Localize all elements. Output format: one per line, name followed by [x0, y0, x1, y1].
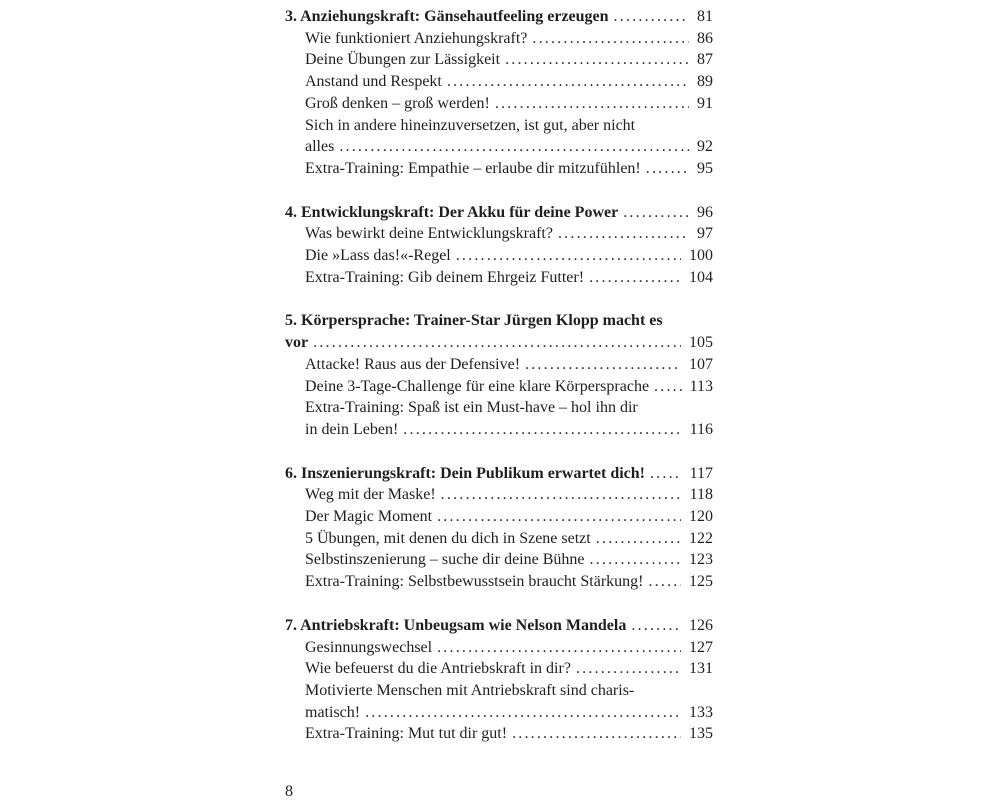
toc-sub-entry: [285, 484, 713, 506]
toc-entry-title: Anstand und Respekt: [305, 73, 442, 91]
toc-entry-row: [305, 158, 713, 180]
toc-entry-row: [305, 245, 713, 267]
toc-sub-entry: [285, 49, 713, 71]
toc-chapter-entry: [285, 310, 713, 353]
toc-entry-title: Extra-Training: Mut tut dir gut!: [305, 725, 508, 743]
toc-sub-entry: [285, 267, 713, 289]
dot-leader: [631, 615, 681, 637]
toc-chapter-entry: [285, 6, 713, 28]
toc-entry-title: 5 Übungen, mit denen du dich in Szene setzt: [305, 529, 591, 547]
toc-entry-row: [305, 28, 713, 50]
dot-leader: [614, 6, 689, 28]
toc-entry-page-number: 86: [697, 29, 713, 47]
toc-sub-entry: [285, 723, 713, 745]
toc-entry-row: [285, 202, 713, 224]
dot-leader: [596, 528, 681, 550]
dot-leader: [646, 158, 689, 180]
toc-entry-title: 3. Anziehungskraft: Gänsehautfeeling erzeugen: [285, 8, 609, 25]
toc-entry-page-number: 81: [697, 8, 713, 25]
toc-entry-row: [305, 267, 713, 289]
toc-entry-title: Die »Lass das!«-Regel: [305, 247, 451, 265]
toc-entry-page-number: 116: [689, 420, 713, 438]
toc-entry-page-number: 92: [697, 138, 713, 156]
toc-entry-page-number: 131: [689, 660, 713, 678]
toc-entry-row: [305, 506, 713, 528]
toc-section: [285, 310, 713, 440]
toc-entry-title: Selbstinszenierung – suche dir deine Bühne: [305, 551, 585, 569]
toc-entry-page-number: 135: [689, 725, 713, 743]
toc-entry-title: 6. Inszenierungskraft: Dein Publikum erwartet dich!: [285, 464, 645, 482]
toc-sub-entry: [285, 93, 713, 115]
toc-entry-page-number: 120: [689, 508, 713, 526]
dot-leader: [576, 658, 681, 680]
toc-sub-entry: [285, 376, 713, 398]
toc-entry-page-number: 127: [689, 638, 713, 656]
toc-entry-title: vor: [285, 334, 309, 352]
dot-leader: [654, 376, 682, 398]
toc-sub-entry: [285, 28, 713, 50]
toc-entry-title-line: Motivierte Menschen mit Antriebskraft sind charis-: [305, 681, 635, 699]
toc-entry-row: [305, 723, 713, 745]
toc-sub-entry: [285, 245, 713, 267]
toc-sub-entry: [285, 506, 713, 528]
toc-entry-title: Extra-Training: Gib deinem Ehrgeiz Futter!: [305, 268, 585, 286]
dot-leader: [437, 637, 681, 659]
toc-entry-page-number: 104: [689, 268, 713, 286]
toc-sub-entry: [285, 549, 713, 571]
toc-sub-entry: [285, 528, 713, 550]
toc-entry-page-number: 126: [689, 616, 713, 634]
dot-leader: [456, 245, 681, 267]
dot-leader: [623, 202, 689, 224]
dot-leader: [650, 463, 682, 485]
toc-entry-row: [305, 49, 713, 71]
toc-sub-entry: [285, 158, 713, 180]
toc-entry-row: [285, 463, 713, 485]
toc-entry-page-number: 91: [697, 94, 713, 112]
toc-entry-page-number: 95: [697, 159, 713, 177]
toc-entry-title: Weg mit der Maske!: [305, 486, 436, 504]
toc-entry-title: Was bewirkt deine Entwicklungskraft?: [305, 225, 553, 243]
toc-section: [285, 6, 713, 180]
toc-entry-title: Extra-Training: Selbstbewusstsein braucht Stärkung!: [305, 573, 644, 591]
toc-entry-title: Wie befeuerst du die Antriebskraft in dir?: [305, 660, 571, 678]
toc-sub-entry: [285, 571, 713, 593]
toc-entry-row: [305, 419, 713, 441]
toc-entry-page-number: 123: [689, 551, 713, 569]
toc-entry-row: [305, 223, 713, 245]
toc-chapter-entry: [285, 202, 713, 224]
toc-entry-page-number: 113: [689, 377, 713, 395]
table-of-contents: [285, 6, 713, 745]
toc-entry-title: Extra-Training: Empathie – erlaube dir mitzufühlen!: [305, 159, 641, 177]
toc-entry-page-number: 87: [697, 51, 713, 69]
toc-entry-page-number: 107: [689, 355, 713, 373]
toc-sub-entry: [285, 680, 713, 723]
toc-entry-row: [305, 549, 713, 571]
toc-entry-title: Gesinnungswechsel: [305, 638, 433, 656]
toc-entry-row: [305, 528, 713, 550]
toc-entry-title: 7. Antriebskraft: Unbeugsam wie Nelson Mandela: [285, 616, 627, 634]
toc-entry-title-line: 5. Körpersprache: Trainer-Star Jürgen Klopp macht es: [285, 312, 663, 330]
toc-entry-page-number: 89: [697, 73, 713, 91]
toc-entry-row: [305, 658, 713, 680]
toc-entry-page-number: 97: [697, 225, 713, 243]
dot-leader: [441, 484, 682, 506]
toc-section: [285, 463, 713, 593]
toc-entry-row: [305, 93, 713, 115]
toc-entry-page-number: 118: [689, 486, 713, 504]
toc-entry-title-line: Sich in andere hineinzuversetzen, ist gut, aber nicht: [305, 116, 636, 134]
toc-chapter-entry: [285, 615, 713, 637]
toc-entry-page-number: 122: [689, 529, 713, 547]
toc-entry-row: [305, 637, 713, 659]
folio-page-number: 8: [285, 783, 293, 800]
toc-entry-row: [285, 615, 713, 637]
toc-entry-title: Groß denken – groß werden!: [305, 94, 490, 112]
toc-entry-title: matisch!: [305, 703, 361, 721]
toc-sub-entry: [285, 71, 713, 93]
toc-entry-page-number: 125: [689, 573, 713, 591]
toc-entry-page-number: 117: [689, 464, 713, 482]
toc-entry-row: [305, 71, 713, 93]
dot-leader: [590, 549, 682, 571]
toc-entry-page-number: 100: [689, 247, 713, 265]
dot-leader: [558, 223, 689, 245]
dot-leader: [437, 506, 681, 528]
toc-entry-row: [305, 354, 713, 376]
toc-entry-title: in dein Leben!: [305, 420, 399, 438]
toc-entry-title: Attacke! Raus aus der Defensive!: [305, 355, 521, 373]
dot-leader: [512, 723, 681, 745]
toc-section: [285, 615, 713, 745]
dot-leader: [447, 71, 689, 93]
toc-entry-row: [305, 484, 713, 506]
dot-leader: [532, 28, 689, 50]
toc-chapter-entry: [285, 463, 713, 485]
dot-leader: [403, 419, 681, 441]
dot-leader: [495, 93, 689, 115]
dot-leader: [313, 332, 681, 354]
toc-entry-page-number: 96: [697, 203, 713, 221]
toc-entry-title: Wie funktioniert Anziehungskraft?: [305, 29, 528, 47]
toc-sub-entry: [285, 658, 713, 680]
toc-sub-entry: [285, 354, 713, 376]
toc-entry-row: [285, 6, 713, 28]
dot-leader: [365, 702, 681, 724]
toc-entry-title: alles: [305, 138, 335, 156]
dot-leader: [648, 571, 681, 593]
toc-entry-title: Deine Übungen zur Lässigkeit: [305, 51, 501, 69]
toc-entry-row: [305, 571, 713, 593]
dot-leader: [505, 49, 689, 71]
toc-entry-page-number: 105: [689, 334, 713, 352]
toc-entry-row: [305, 136, 713, 158]
toc-entry-row: [305, 702, 713, 724]
toc-section: [285, 202, 713, 289]
toc-entry-page-number: 133: [689, 703, 713, 721]
toc-sub-entry: [285, 115, 713, 158]
dot-leader: [589, 267, 681, 289]
dot-leader: [339, 136, 689, 158]
toc-entry-row: [305, 376, 713, 398]
toc-sub-entry: [285, 397, 713, 440]
toc-entry-row: [285, 332, 713, 354]
toc-sub-entry: [285, 223, 713, 245]
toc-sub-entry: [285, 637, 713, 659]
toc-entry-title-line: Extra-Training: Spaß ist ein Must-have – hol ihn dir: [305, 399, 638, 417]
toc-entry-title: 4. Entwicklungskraft: Der Akku für deine Power: [285, 203, 619, 221]
dot-leader: [525, 354, 681, 376]
toc-entry-title: Der Magic Moment: [305, 508, 433, 526]
toc-entry-title: Deine 3-Tage-Challenge für eine klare Körpersprache: [305, 377, 650, 395]
